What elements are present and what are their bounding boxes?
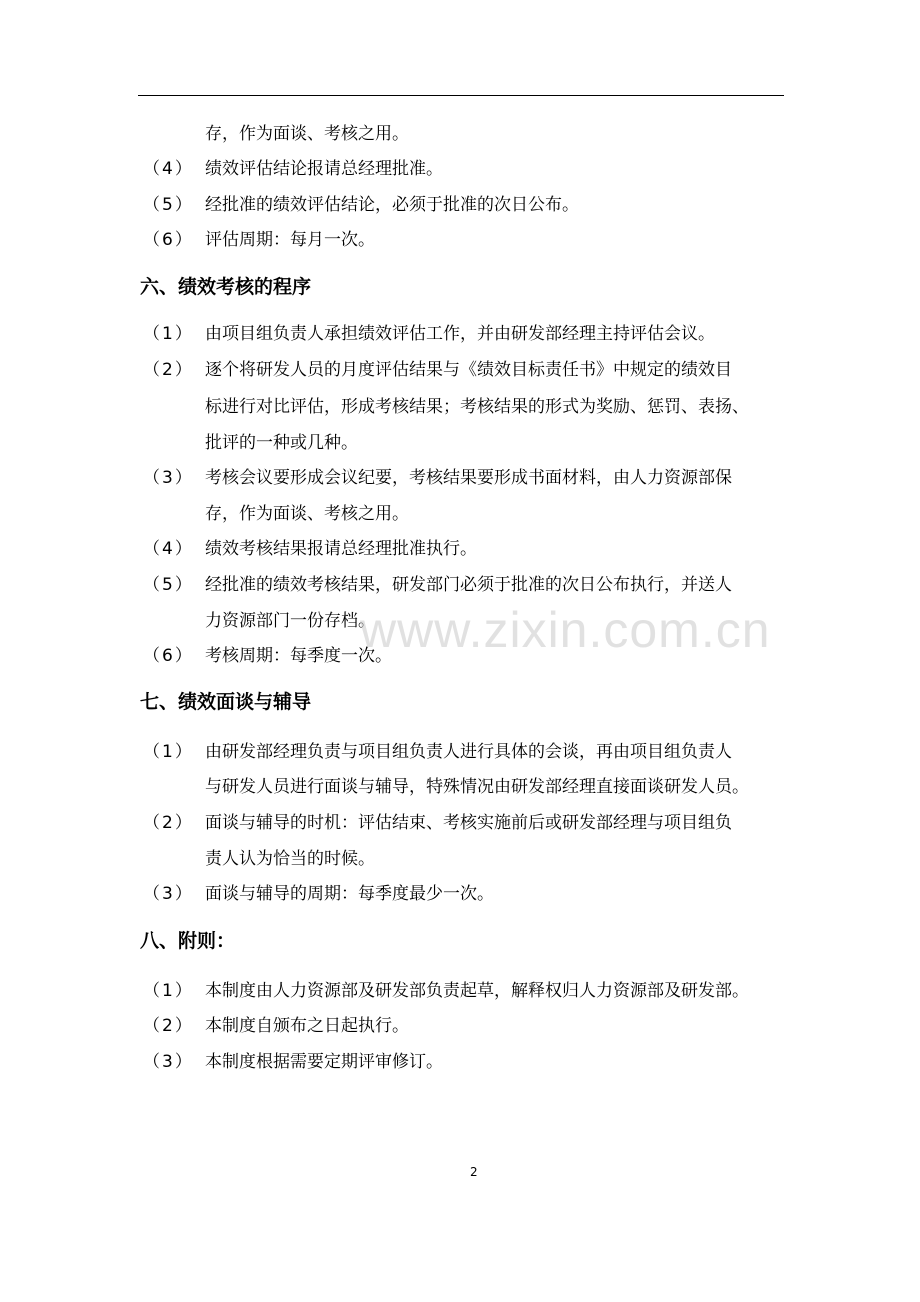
list-item-text: 本制度自颁布之日起执行。	[205, 1016, 409, 1036]
list-item-continuation: 责人认为恰当的时候。	[205, 849, 375, 869]
list-item-text: 绩效评估结论报请总经理批准。	[205, 159, 443, 179]
list-item-text: 面谈与辅导的周期：每季度最少一次。	[205, 884, 494, 904]
list-item-number: （1）	[143, 742, 194, 762]
list-item-number: （5）	[143, 195, 194, 215]
section-heading-six: 六、绩效考核的程序	[140, 276, 312, 298]
header-rule	[138, 95, 784, 96]
list-item-text: 由研发部经理负责与项目组负责人进行具体的会谈，再由项目组负责人	[205, 742, 732, 762]
page-number: 2	[470, 1165, 478, 1179]
list-item-number: （4）	[143, 159, 194, 179]
list-item-continuation: 标进行对比评估，形成考核结果；考核结果的形式为奖励、惩罚、表扬、	[205, 397, 749, 417]
list-item-text: 考核周期：每季度一次。	[205, 646, 392, 666]
list-item-continuation: 与研发人员进行面谈与辅导，特殊情况由研发部经理直接面谈研发人员。	[205, 777, 749, 797]
list-item-continuation: 批评的一种或几种。	[205, 433, 358, 453]
list-item-number: （5）	[143, 575, 194, 595]
list-item-text: 绩效考核结果报请总经理批准执行。	[205, 539, 477, 559]
list-item-number: （3）	[143, 468, 194, 488]
list-item-number: （1）	[143, 324, 194, 344]
list-item-number: （6）	[143, 230, 194, 250]
list-item-text: 面谈与辅导的时机：评估结束、考核实施前后或研发部经理与项目组负	[205, 813, 732, 833]
list-item-number: （2）	[143, 360, 194, 380]
list-item-number: （3）	[143, 1052, 194, 1072]
list-item-text: 经批准的绩效考核结果，研发部门必须于批准的次日公布执行，并送人	[205, 575, 732, 595]
list-item-text: 逐个将研发人员的月度评估结果与《绩效目标责任书》中规定的绩效目	[205, 360, 732, 380]
list-item-continuation: 存，作为面谈、考核之用。	[205, 504, 409, 524]
list-item-number: （2）	[143, 1016, 194, 1036]
list-item-number: （1）	[143, 981, 194, 1001]
list-item-text: 评估周期：每月一次。	[205, 230, 375, 250]
list-item-text: 经批准的绩效评估结论，必须于批准的次日公布。	[205, 195, 579, 215]
list-item-number: （2）	[143, 813, 194, 833]
list-item-number: （4）	[143, 539, 194, 559]
list-item-number: （6）	[143, 646, 194, 666]
list-item-text: 考核会议要形成会议纪要，考核结果要形成书面材料，由人力资源部保	[205, 468, 732, 488]
section-heading-seven: 七、绩效面谈与辅导	[140, 691, 312, 713]
list-item-text: 由项目组负责人承担绩效评估工作，并由研发部经理主持评估会议。	[205, 324, 715, 344]
watermark: www.zixin.com.cn	[360, 602, 771, 658]
section-heading-eight: 八、附则：	[140, 930, 236, 952]
list-item-text: 本制度由人力资源部及研发部负责起草，解释权归人力资源部及研发部。	[205, 981, 749, 1001]
list-item-continuation: 力资源部门一份存档。	[205, 611, 375, 631]
list-item-text: 本制度根据需要定期评审修订。	[205, 1052, 443, 1072]
list-item-continuation: 存，作为面谈、考核之用。	[205, 124, 409, 144]
list-item-number: （3）	[143, 884, 194, 904]
